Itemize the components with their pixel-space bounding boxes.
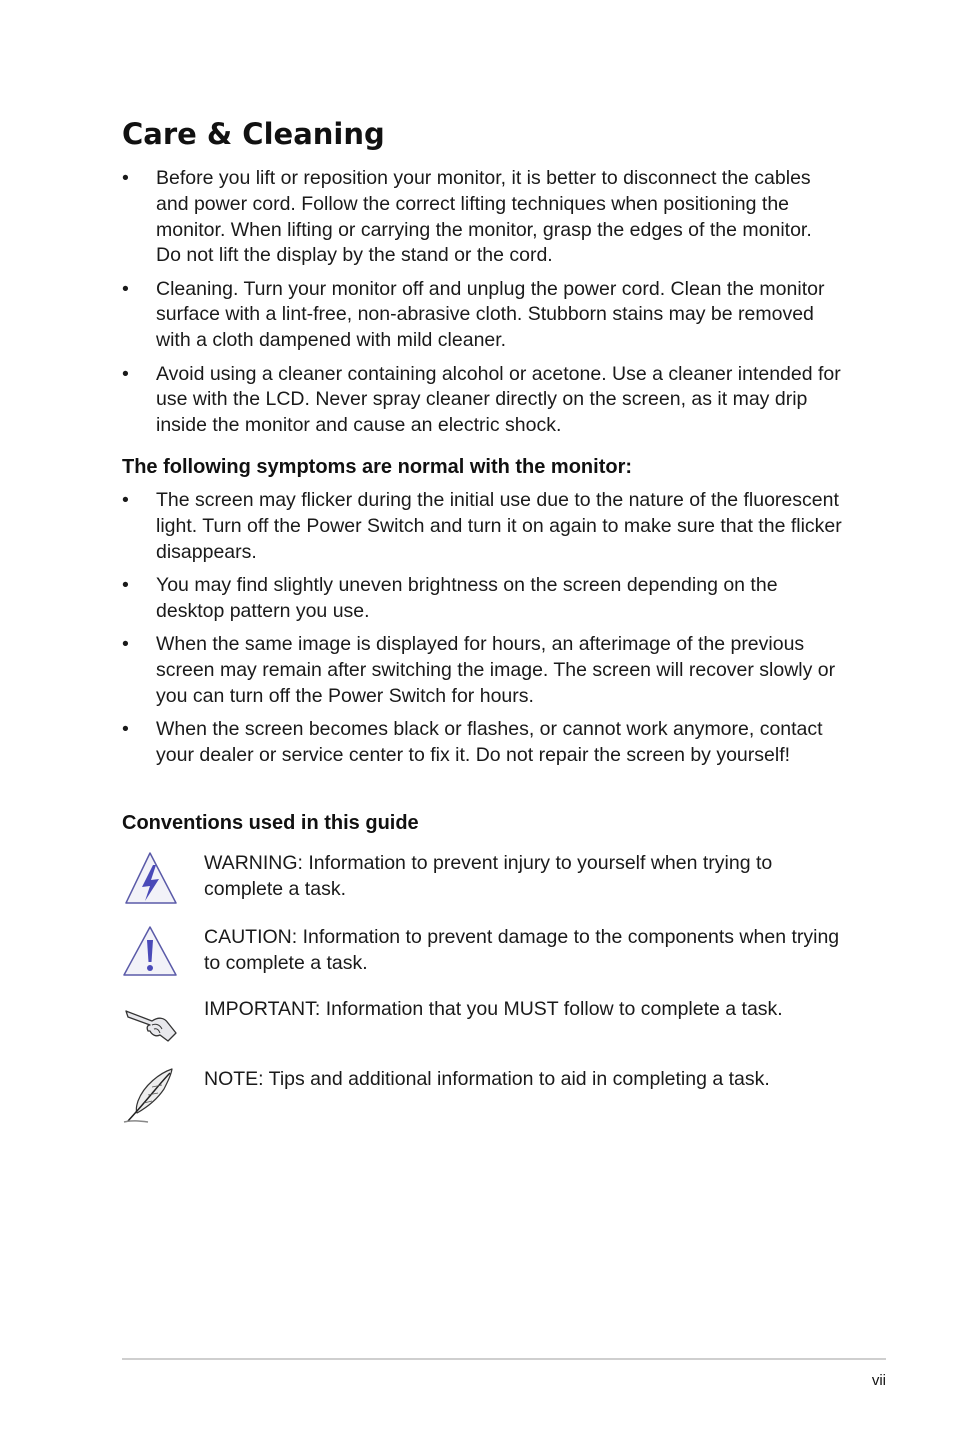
care-list bbox=[122, 166, 842, 446]
convention-important bbox=[122, 997, 842, 1057]
caution-exclamation-icon bbox=[122, 925, 180, 983]
important-hand-icon bbox=[122, 997, 180, 1055]
list-item: • Cleaning. Turn your monitor off and unplug the power cord. Clean the monitor surface with a lint-free, non-abrasive cloth. Stubborn stains may be removed with a cloth dampened with mild cleaner. bbox=[122, 277, 825, 352]
conventions-heading: Conventions used in this guide bbox=[122, 812, 419, 834]
warning-lightning-icon bbox=[122, 851, 180, 909]
list-item: • Before you lift or reposition your monitor, it is better to disconnect the cables and power cord. Follow the correct lifting techniques when positioning the monitor. When lifting or carrying the monitor, grasp the edges of the monitor. Do not lift the display by the stand or the cord. bbox=[122, 167, 812, 267]
page-title: Care & Cleaning bbox=[122, 117, 385, 151]
convention-caution bbox=[122, 925, 842, 985]
note-quill-icon bbox=[122, 1067, 180, 1125]
convention-text: CAUTION: Information to prevent damage to the components when trying to complete a task. bbox=[204, 926, 840, 974]
list-item: • You may find slightly uneven brightness on the screen depending on the desktop pattern you use. bbox=[122, 573, 778, 622]
page-number: vii bbox=[871, 1372, 886, 1389]
list-item: • Avoid using a cleaner containing alcohol or acetone. Use a cleaner intended for use with the LCD. Never spray cleaner directly on the screen, as it may drip inside the monitor and cause an electric shock. bbox=[122, 362, 841, 437]
convention-text: IMPORTANT: Information that you MUST follow to complete a task. bbox=[204, 998, 783, 1020]
symptoms-list bbox=[122, 488, 842, 776]
convention-warning bbox=[122, 851, 842, 911]
list-item: • The screen may flicker during the initial use due to the nature of the fluorescent light. Turn off the Power Switch and turn it on again to make sure that the flicker disappears. bbox=[122, 489, 842, 563]
convention-text: NOTE: Tips and additional information to aid in completing a task. bbox=[204, 1068, 770, 1090]
convention-note bbox=[122, 1067, 842, 1127]
list-item: • When the screen becomes black or flashes, or cannot work anymore, contact your dealer or service center to fix it. Do not repair the screen by yourself! bbox=[122, 717, 823, 766]
convention-text: WARNING: Information to prevent injury to yourself when trying to complete a task. bbox=[204, 852, 773, 900]
list-item: • When the same image is displayed for hours, an afterimage of the previous screen may remain after switching the image. The screen will recover slowly or you can turn off the Power Switch for hours. bbox=[122, 632, 836, 707]
footer-divider bbox=[122, 1358, 886, 1360]
symptoms-heading: The following symptoms are normal with the monitor: bbox=[122, 456, 633, 478]
